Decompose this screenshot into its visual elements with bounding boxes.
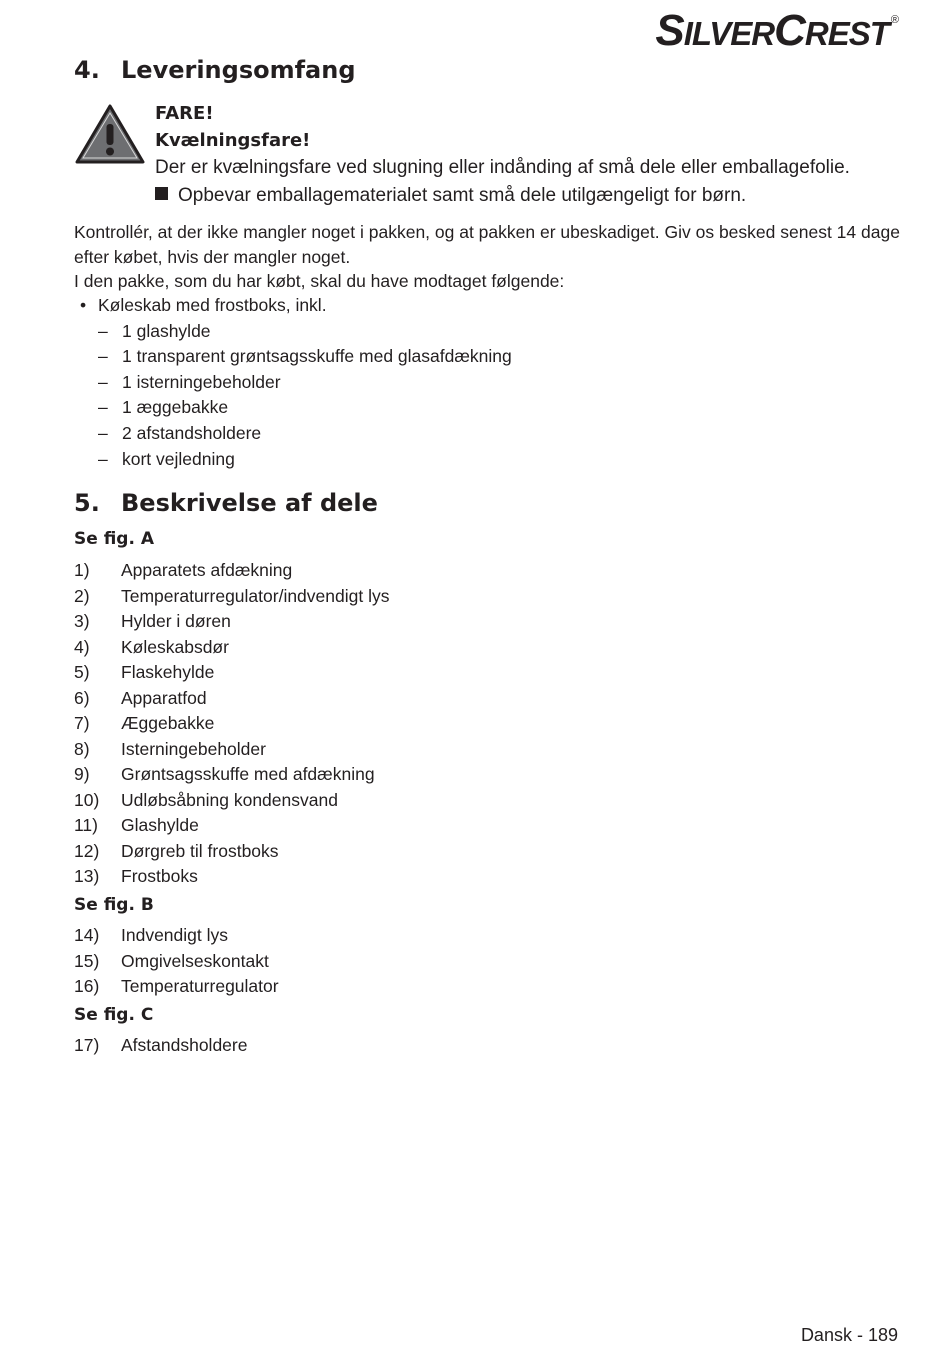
fig-b-label: Se fig. B [74, 895, 154, 915]
contents-list [74, 293, 512, 472]
list-item: 5) Flaskehylde [74, 662, 215, 682]
fig-a-parts-list [74, 558, 389, 890]
section-number: 4. [74, 56, 100, 84]
warning-icon [75, 104, 145, 164]
section-number: 5. [74, 489, 100, 517]
list-item: 13) Frostboks [74, 866, 198, 886]
list-item: – 1 isterningebeholder [98, 371, 281, 392]
list-item: 4) Køleskabsdør [74, 636, 229, 657]
page-footer: Dansk - 189 [800, 1325, 898, 1345]
list-item: – kort vejledning [98, 448, 235, 469]
list-item: 12) Dørgreb til frostboks [74, 840, 279, 861]
list-item: 1) Apparatets afdækning [74, 560, 293, 580]
list-item: 16) Temperaturregulator [74, 976, 279, 996]
list-item: 17) Afstandsholdere [74, 1035, 248, 1055]
fig-a-label: Se fig. A [74, 529, 154, 549]
list-item: 10) Udløbsåbning kondensvand [74, 789, 338, 810]
list-item: – 1 glashylde [98, 320, 211, 341]
list-item: 3) Hylder i døren [74, 611, 231, 631]
list-item: 6) Apparatfod [74, 687, 207, 708]
list-item: – 1 æggebakke [98, 397, 229, 418]
section-4-heading [74, 56, 356, 84]
list-item: • Køleskab med frostboks, inkl. [74, 293, 512, 319]
fig-c-label: Se fig. C [74, 1005, 154, 1025]
list-item: 7) Æggebakke [74, 713, 215, 733]
list-item: 2) Temperaturregulator/indvendigt lys [74, 585, 390, 606]
brand-logo: SILVERCREST ® [655, 6, 898, 55]
list-item: 11) Glashylde [74, 815, 199, 835]
bullet-icon: • [80, 295, 87, 315]
list-item: – 1 transparent grøntsagsskuffe med glasafdækning [98, 346, 512, 367]
square-bullet-icon [155, 187, 168, 200]
list-item: 9) Grøntsagsskuffe med afdækning [74, 764, 375, 784]
list-item: – 2 afstandsholdere [98, 422, 262, 443]
section-title: Leveringsomfang [121, 56, 356, 84]
warning-instruction: Opbevar emballagematerialet samt små dele utilgængeligt for børn. [155, 182, 915, 210]
intro-paragraph-2: I den pakke, som du har købt, skal du have modtaget følgende: [74, 271, 565, 291]
fig-c-parts-list [74, 1033, 247, 1059]
warning-title: FARE! [155, 103, 214, 124]
list-item: 8) Isterningebeholder [74, 738, 266, 759]
list-item: 14) Indvendigt lys [74, 925, 229, 945]
fig-b-parts-list [74, 923, 279, 1000]
section-title: Beskrivelse af dele [121, 489, 378, 517]
intro-paragraph: Kontrollér, at der ikke mangler noget i pakken, og at pakken er ubeskadiget. Giv os besked senest 14 dage efter købet, hvis der mangler noget. [74, 222, 900, 267]
warning-text: Der er kvælningsfare ved slugning eller indånding af små dele eller emballagefolie. [155, 157, 850, 178]
list-item: 15) Omgivelseskontakt [74, 950, 269, 971]
warning-subtitle: Kvælningsfare! [155, 130, 311, 151]
section-5-heading [74, 489, 378, 517]
warning-block [155, 100, 915, 210]
